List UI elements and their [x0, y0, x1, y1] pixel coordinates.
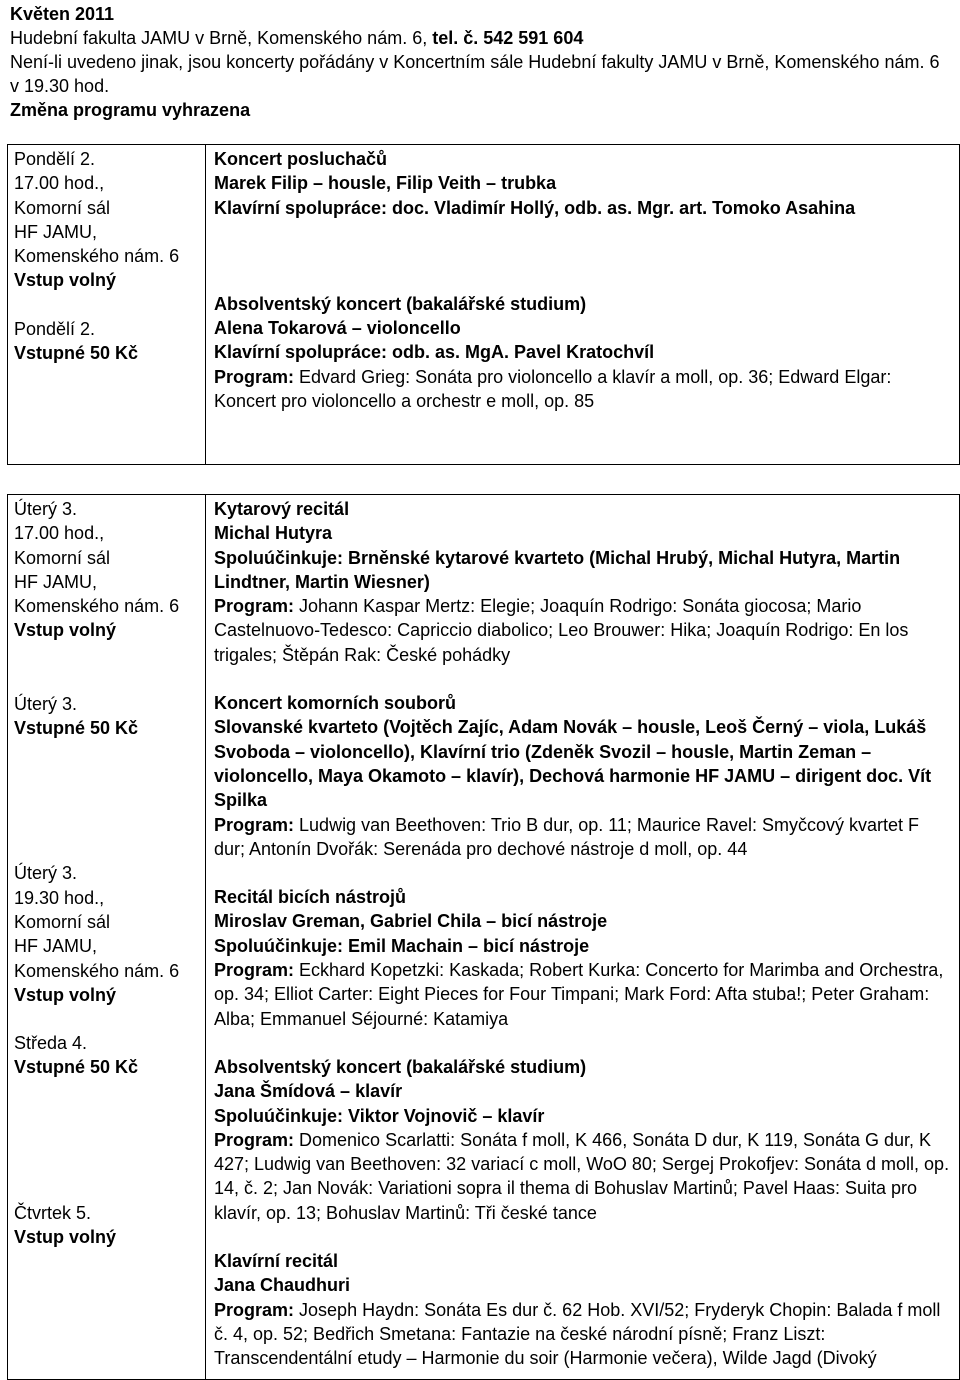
entry-label: Vstup volný — [14, 984, 117, 1005]
place-label: Komenského nám. 6 — [14, 960, 180, 981]
program-text: Johann Kaspar Mertz: Elegie; Joaquín Rodrigo: Sonáta giocosa; Mario Castelnuovo-Tedesco: Capriccio diabolico; Leo Brouwer: Hika; Joaquín Rodrigo: En los trigales; Štěpán Rak: České pohádky — [214, 596, 909, 665]
entry-label: Vstupné 50 Kč — [14, 718, 139, 739]
concert-program — [214, 594, 951, 667]
change-note: Změna programu vyhrazena — [10, 100, 251, 120]
program-label: Program: — [214, 960, 295, 981]
venue-text: Hudební fakulta JAMU v Brně, Komenského nám. 6, — [10, 28, 433, 48]
concert-performers: Michal Hutyra — [214, 523, 333, 544]
venue-line — [10, 26, 950, 50]
program-label: Program: — [214, 366, 295, 387]
concert-performers: Alena Tokarová – violoncello — [214, 318, 461, 339]
concert-program — [214, 1128, 951, 1225]
day-label: Čtvrtek 5. — [14, 1202, 92, 1223]
day-label: Pondělí 2. — [14, 318, 96, 339]
program-table-1 — [7, 144, 960, 465]
day-label: Úterý 3. — [14, 499, 78, 519]
concert-guests: Spoluúčinkuje: Viktor Vojnovič – klavír — [214, 1105, 545, 1126]
day-label: Úterý 3. — [14, 693, 78, 714]
place-label: Komorní sál — [14, 547, 111, 568]
concert-program — [214, 1298, 951, 1371]
time-label: 17.00 hod., — [14, 173, 105, 194]
place-label: HF JAMU, — [14, 221, 97, 242]
place-label: Komenského nám. 6 — [14, 596, 180, 617]
place-label: Komorní sál — [14, 197, 111, 218]
concert-performers: Marek Filip – housle, Filip Veith – trubka — [214, 173, 557, 194]
entry-label: Vstup volný — [14, 620, 117, 641]
program-label: Program: — [214, 596, 295, 617]
program-text: Joseph Haydn: Sonáta Es dur č. 62 Hob. XVI/52; Fryderyk Chopin: Balada f moll č. 4, op. 52; Bedřich Smetana: Fantazie na české národní písně; Franz Liszt: Transcendentální etudy – Harmonie du soir (Harmonie večera), Wilde Jagd (Divoký — [214, 1299, 941, 1369]
program-table-2 — [7, 494, 960, 1380]
schedule-column — [8, 495, 206, 1380]
day-label: Pondělí 2. — [14, 149, 96, 169]
page-header — [10, 2, 950, 122]
entry-label: Vstup volný — [14, 270, 117, 291]
concert-title: Recitál bicích nástrojů — [214, 887, 407, 908]
venue-telephone: tel. č. 542 591 604 — [432, 28, 584, 48]
concert-title: Klavírní recitál — [214, 1251, 339, 1272]
concert-title: Koncert komorních souborů — [214, 693, 457, 714]
program-label: Program: — [214, 814, 295, 835]
concert-title: Absolventský koncert (bakalářské studium) — [214, 1056, 587, 1077]
concert-program — [214, 813, 951, 862]
concert-guests: Spoluúčinkuje: Brněnské kytarové kvarteto (Michal Hrubý, Michal Hutyra, Martin Lindtner, Martin Wiesner) — [214, 547, 901, 592]
place-label: HF JAMU, — [14, 571, 97, 592]
program-text: Domenico Scarlatti: Sonáta f moll, K 466, Sonáta D dur, K 119, Sonáta G dur, K 427; Ludwig van Beethoven: 32 variací c moll, WoO 80; Sergej Prokofjev: Sonáta d moll, op. 14, č. 2; Jan Novák: Variationi sopra il thema di Bohuslav Martinů; Pavel Haas: Suita pro klavír, op. 13; Bohuslav Martinů: Tři české tance — [214, 1129, 950, 1223]
concert-title: Kytarový recitál — [214, 499, 350, 519]
place-label: Komenského nám. 6 — [14, 246, 180, 267]
concert-program — [214, 958, 951, 1031]
program-label: Program: — [214, 1129, 295, 1150]
concert-guests: Spoluúčinkuje: Emil Machain – bicí nástroje — [214, 935, 590, 956]
place-label: HF JAMU, — [14, 936, 97, 957]
concert-column — [206, 145, 960, 465]
concert-title: Absolventský koncert (bakalářské studium) — [214, 293, 587, 314]
program-text: Ludwig van Beethoven: Trio B dur, op. 11; Maurice Ravel: Smyčcový kvartet F dur; Antonín Dvořák: Serenáda pro dechové nástroje d moll, op. 44 — [214, 814, 919, 859]
concert-program — [214, 365, 951, 414]
time-label: 17.00 hod., — [14, 523, 105, 544]
concert-accompaniment: Klavírní spolupráce: odb. as. MgA. Pavel Kratochvíl — [214, 342, 655, 363]
entry-label: Vstupné 50 Kč — [14, 343, 139, 364]
program-label: Program: — [214, 1299, 295, 1320]
concert-title: Koncert posluchačů — [214, 149, 388, 169]
concert-performers: Jana Chaudhuri — [214, 1275, 351, 1296]
day-label: Středa 4. — [14, 1033, 88, 1054]
concert-performers: Jana Šmídová – klavír — [214, 1081, 403, 1102]
concert-accompaniment: Klavírní spolupráce: doc. Vladimír Hollý, odb. as. Mgr. art. Tomoko Asahina — [214, 197, 856, 218]
place-label: Komorní sál — [14, 911, 111, 932]
entry-label: Vstup volný — [14, 1227, 117, 1248]
concert-performers: Slovanské kvarteto (Vojtěch Zajíc, Adam Novák – housle, Leoš Černý – viola, Lukáš Svoboda – violoncello), Klavírní trio (Zdeněk Svozil – housle, Martin Zeman – violoncello, Maya Okamoto – klavír), Dechová harmonie HF JAMU – dirigent doc. Vít Spilka — [214, 717, 932, 811]
month-title: Květen 2011 — [10, 4, 115, 24]
concert-column — [206, 495, 960, 1380]
schedule-column — [8, 145, 206, 465]
concert-performers: Miroslav Greman, Gabriel Chila – bicí nástroje — [214, 911, 608, 932]
location-note: Není-li uvedeno jinak, jsou koncerty pořádány v Koncertním sále Hudební fakulty JAMU v Brně, Komenského nám. 6 v 19.30 hod. — [10, 52, 940, 96]
program-text: Eckhard Kopetzki: Kaskada; Robert Kurka: Concerto for Marimba and Orchestra, op. 34; Elliot Carter: Eight Pieces for Four Timpani; Mark Ford: Afta stuba!; Peter Graham: Alba; Emmanuel Séjourné: Katamiya — [214, 960, 944, 1029]
program-text: Edvard Grieg: Sonáta pro violoncello a klavír a moll, op. 36; Edward Elgar: Koncert pro violoncello a orchestr e moll, op. 85 — [214, 366, 892, 412]
time-label: 19.30 hod., — [14, 887, 105, 908]
day-label: Úterý 3. — [14, 863, 78, 884]
entry-label: Vstupné 50 Kč — [14, 1057, 139, 1078]
